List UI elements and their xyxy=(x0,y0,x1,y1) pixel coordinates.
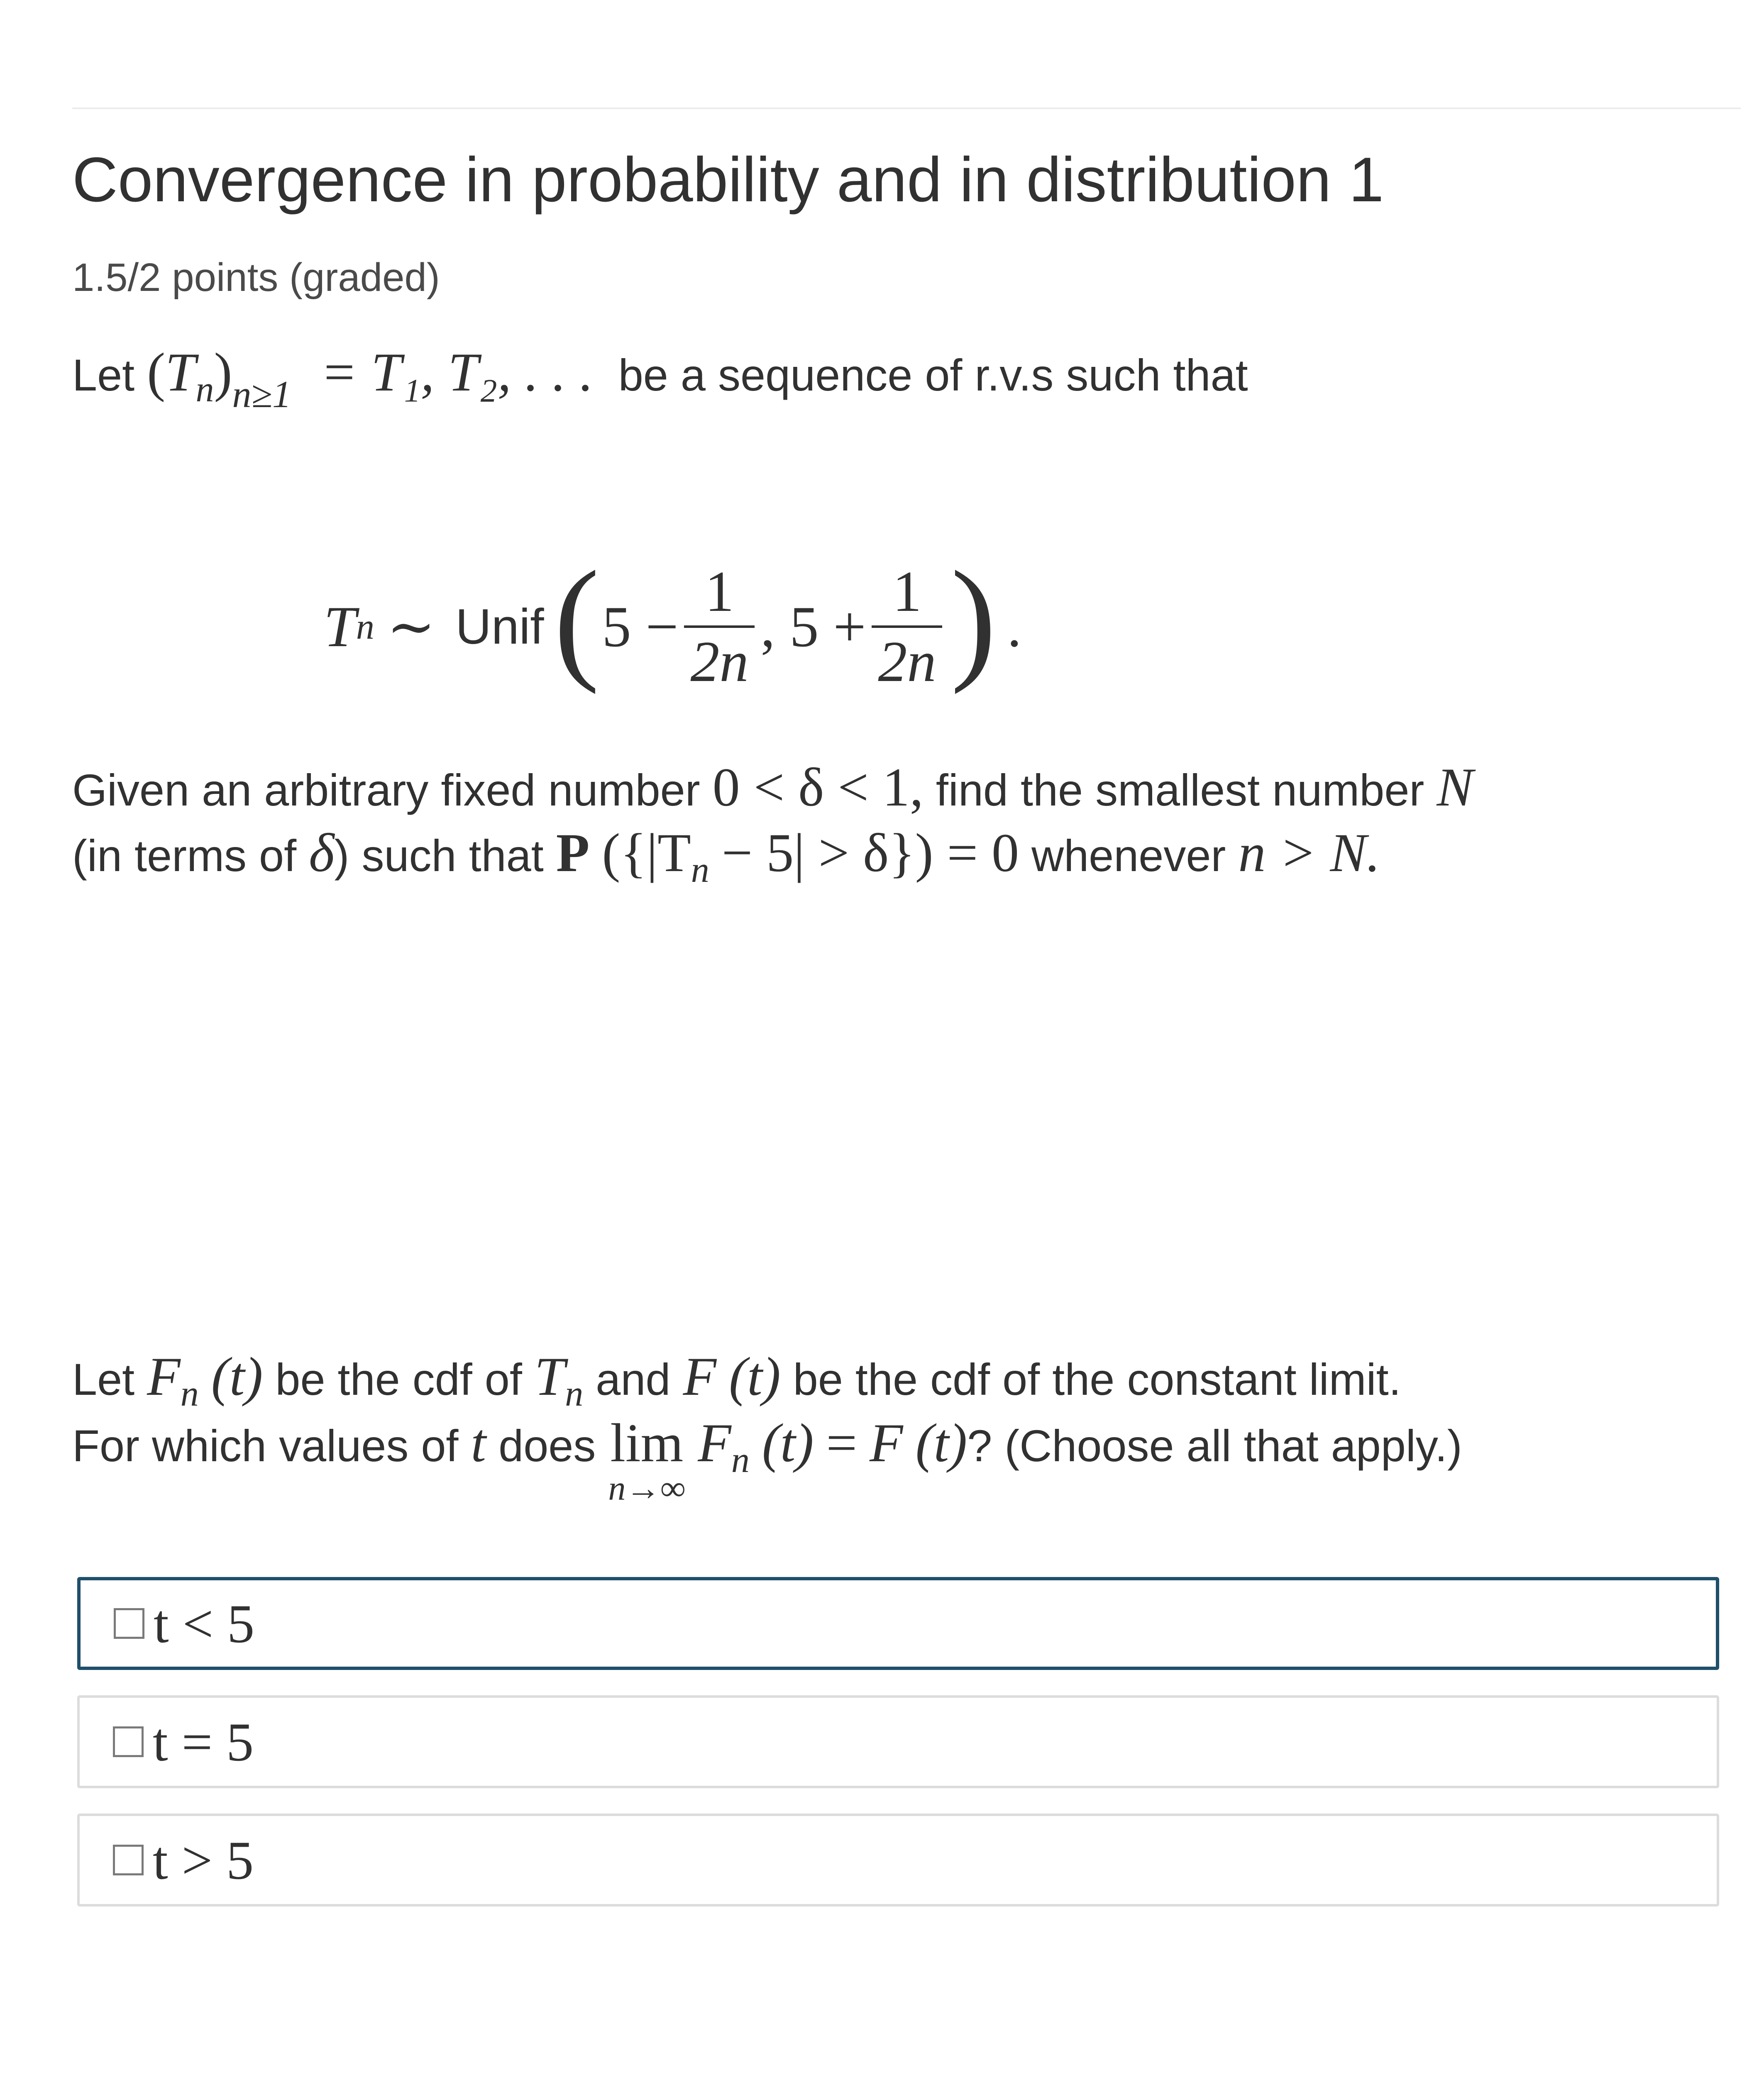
formula-frac-left xyxy=(684,561,755,692)
q1-l2-prob: P xyxy=(556,822,590,883)
q2-lim: lim xyxy=(610,1412,684,1473)
question2-line1 xyxy=(72,1345,1401,1415)
problem-title: Convergence in probability and in distribution 1 xyxy=(72,144,1384,215)
q1-l1-a: Given an arbitrary fixed number xyxy=(72,765,700,815)
option-label: t > 5 xyxy=(153,1829,254,1891)
points-label: 1.5/2 points (graded) xyxy=(72,255,440,300)
q1-l2-cond: n > N. xyxy=(1238,822,1380,883)
frac-left-bar xyxy=(684,625,755,628)
option-checkbox[interactable] xyxy=(113,1726,144,1757)
formula-mid: , 5 + xyxy=(760,594,866,659)
intro-seq-var: T xyxy=(165,342,196,403)
frac-left-den: 2n xyxy=(690,630,749,694)
q1-l2-delta: δ xyxy=(309,822,335,883)
q2-l1-b: be the cdf of xyxy=(275,1354,522,1404)
q2-l2-b: does xyxy=(498,1421,596,1471)
q1-l1-math: 0 < δ < 1, xyxy=(712,757,924,818)
intro-equals-list: = T₁, T₂, . . . xyxy=(320,342,594,403)
q2-eq: = xyxy=(826,1412,857,1473)
q2-Fn: F xyxy=(698,1412,731,1473)
question1-line2 xyxy=(72,821,1380,891)
intro-prefix: Let xyxy=(72,350,135,400)
frac-right-num: 1 xyxy=(892,559,922,624)
q2-F2: F xyxy=(869,1412,903,1473)
q2-T: T xyxy=(534,1346,565,1407)
q2-F-sub: n xyxy=(180,1374,199,1414)
q2-arg: (t) xyxy=(211,1346,263,1407)
option-checkbox[interactable] xyxy=(113,1845,144,1875)
frac-left-num: 1 xyxy=(705,559,734,624)
formula-tilde: ∼ xyxy=(386,595,436,659)
q2-Fn-arg: (t) xyxy=(762,1412,814,1473)
q1-l2-b: ) such that xyxy=(334,830,544,881)
q2-l2-a: For which values of xyxy=(72,1421,459,1471)
q2-F: F xyxy=(147,1346,181,1407)
intro-seq-index: n xyxy=(195,369,214,410)
frac-right-bar xyxy=(872,625,942,628)
frac-right-den: 2n xyxy=(878,630,936,694)
top-divider xyxy=(72,107,1741,109)
q2-l2-c: ? (Choose all that apply.) xyxy=(967,1421,1462,1471)
formula-frac-right xyxy=(872,561,942,692)
intro-sentence xyxy=(72,340,1248,416)
formula-left-paren: ( xyxy=(554,543,600,695)
formula-right-paren: ) xyxy=(950,543,997,695)
q1-l2-c: whenever xyxy=(1031,830,1226,881)
formula-end: . xyxy=(1007,594,1022,659)
q1-l1-var: N xyxy=(1437,757,1473,818)
q2-l1-d: be the cdf of the constant limit. xyxy=(793,1354,1401,1404)
formula-dist: Unif xyxy=(455,599,544,654)
q2-l1-a: Let xyxy=(72,1354,135,1404)
q2-T-sub: n xyxy=(565,1374,584,1414)
q1-l2-a: (in terms of xyxy=(72,830,297,881)
q2-arg-limit: (t) xyxy=(729,1346,781,1407)
q2-l1-c: and xyxy=(596,1354,671,1404)
q2-t: t xyxy=(471,1412,486,1473)
option-t-greater-5[interactable] xyxy=(77,1814,1719,1907)
formula-left-const: 5 − xyxy=(602,594,679,659)
intro-seq-range: n≥1 xyxy=(232,373,292,415)
option-t-equals-5[interactable] xyxy=(77,1695,1719,1788)
intro-close-paren: ) xyxy=(214,342,232,403)
intro-suffix: be a sequence of r.v.s such that xyxy=(618,350,1248,400)
formula-lhs-var: T xyxy=(324,594,356,659)
option-label: t < 5 xyxy=(154,1593,255,1654)
formula-lhs-sub: n xyxy=(356,606,374,647)
q1-l2-math-sub: n xyxy=(691,850,709,890)
q1-l2-math-rest: − 5| > δ}) = 0 xyxy=(721,822,1019,883)
q2-lim-under: n→∞ xyxy=(608,1469,686,1508)
option-label: t = 5 xyxy=(153,1711,254,1772)
q2-limit xyxy=(608,1411,685,1506)
distribution-formula xyxy=(324,540,1021,714)
question1-line1 xyxy=(72,755,1473,819)
q1-l1-b: find the smallest number xyxy=(936,765,1424,815)
intro-open-paren: ( xyxy=(147,342,166,403)
question2-line2 xyxy=(72,1411,1462,1506)
option-t-less-5[interactable] xyxy=(77,1577,1719,1670)
q2-Fn-sub: n xyxy=(731,1440,750,1480)
option-checkbox[interactable] xyxy=(114,1608,144,1639)
q2-F-limit: F xyxy=(683,1346,717,1407)
q1-l2-math: ({|T xyxy=(602,822,691,883)
q2-F2-arg: (t) xyxy=(915,1412,968,1473)
